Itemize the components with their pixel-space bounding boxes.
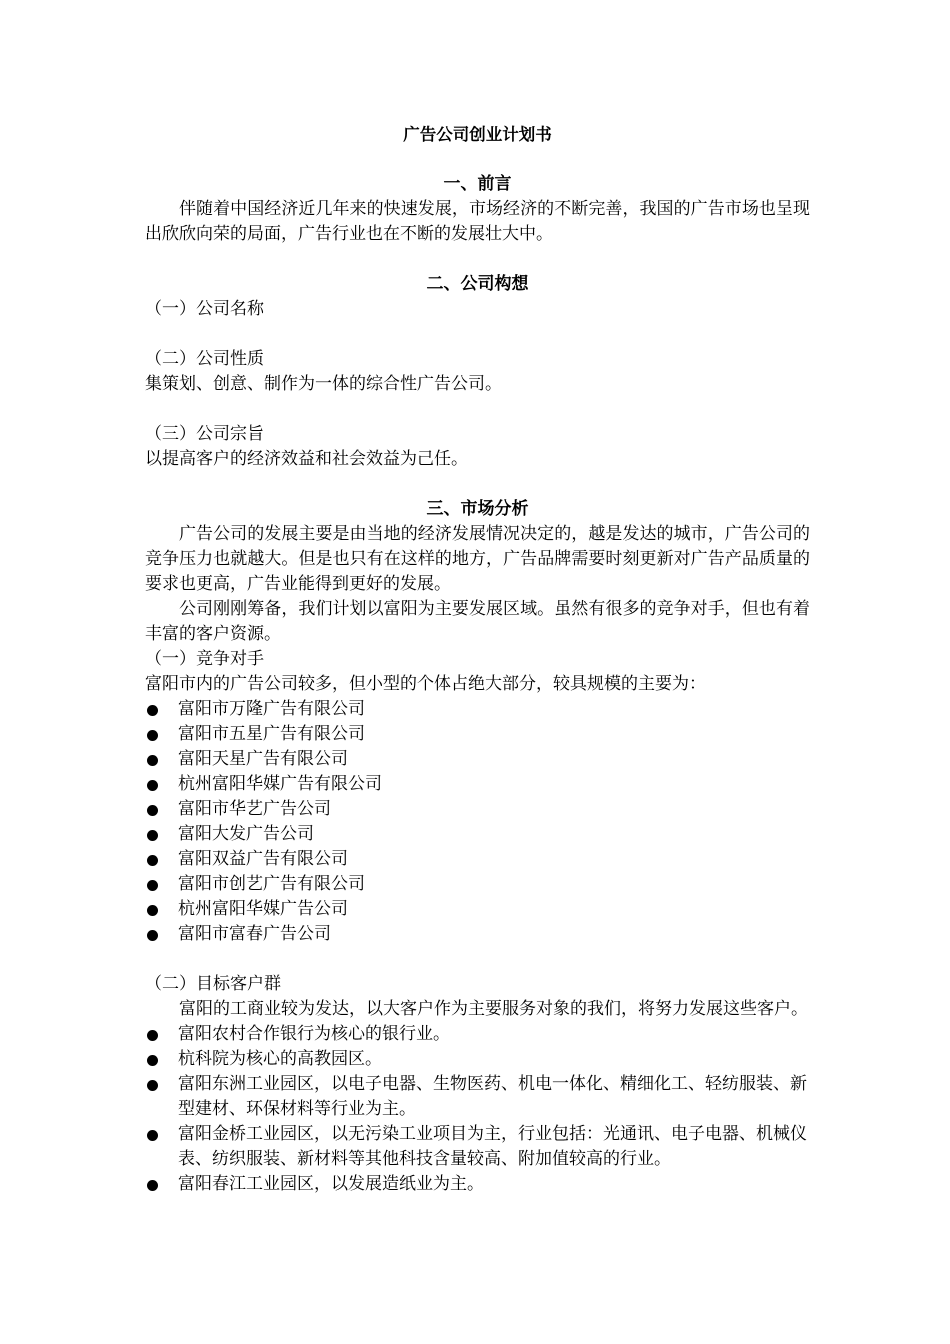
spacer <box>145 147 810 172</box>
document-title: 广告公司创业计划书 <box>403 125 552 144</box>
list-item: 富阳市万隆广告有限公司 <box>145 697 810 722</box>
list-item: 富阳双益广告有限公司 <box>145 847 810 872</box>
spacer <box>145 322 810 347</box>
bullet-icon <box>147 905 158 916</box>
spacer <box>145 947 810 972</box>
bullet-icon <box>147 930 158 941</box>
bullet-icon <box>147 705 158 716</box>
company-purpose-text: 以提高客户的经济效益和社会效益为己任。 <box>145 449 468 469</box>
subheading-company-nature: （二）公司性质 <box>145 349 264 369</box>
bullet-icon <box>147 1080 158 1091</box>
list-item: 富阳大发广告公司 <box>145 822 810 847</box>
section-heading-market-analysis: 三、市场分析 <box>426 499 529 519</box>
list-item: 富阳市创艺广告有限公司 <box>145 872 810 897</box>
bullet-icon <box>147 780 158 791</box>
list-item: 富阳金桥工业园区，以无污染工业项目为主，行业包括：光通讯、电子电器、机械仪表、纺织服装、新材料等其他科技含量较高、附加值较高的行业。 <box>145 1122 810 1172</box>
bullet-icon <box>147 1030 158 1041</box>
list-item: 富阳天星广告有限公司 <box>145 747 810 772</box>
list-item: 杭州富阳华媒广告有限公司 <box>145 772 810 797</box>
market-paragraph-2: 公司刚刚筹备，我们计划以富阳为主要发展区域。虽然有很多的竞争对手，但也有着丰富的客户资源。 <box>145 599 810 644</box>
subheading-target-customers: （二）目标客户群 <box>145 974 281 994</box>
target-customer-list <box>145 1022 810 1197</box>
bullet-icon <box>147 1130 158 1141</box>
list-item: 富阳市五星广告有限公司 <box>145 722 810 747</box>
subheading-competitors: （一）竞争对手 <box>145 649 264 669</box>
preface-paragraph: 伴随着中国经济近几年来的快速发展，市场经济的不断完善，我国的广告市场也呈现出欣欣向荣的局面，广告行业也在不断的发展壮大中。 <box>145 199 810 244</box>
bullet-icon <box>147 880 158 891</box>
spacer <box>145 472 810 497</box>
document-page <box>145 122 810 1197</box>
subheading-company-purpose: （三）公司宗旨 <box>145 424 264 444</box>
section-heading-company-concept: 二、公司构想 <box>426 274 529 294</box>
section-heading-preface: 一、前言 <box>443 174 512 194</box>
market-paragraph-1: 广告公司的发展主要是由当地的经济发展情况决定的，越是发达的城市，广告公司的竞争压力也就越大。但是也只有在这样的地方，广告品牌需要时刻更新对广告产品质量的要求也更高，广告业能得到更好的发展。 <box>145 524 810 594</box>
list-item: 富阳农村合作银行为核心的银行业。 <box>145 1022 810 1047</box>
target-customers-intro: 富阳的工商业较为发达，以大客户作为主要服务对象的我们，将努力发展这些客户。 <box>179 999 808 1019</box>
competitors-intro: 富阳市内的广告公司较多，但小型的个体占绝大部分，较具规模的主要为： <box>145 674 706 694</box>
list-item: 富阳东洲工业园区，以电子电器、生物医药、机电一体化、精细化工、轻纺服装、新型建材、环保材料等行业为主。 <box>145 1072 810 1122</box>
list-item: 杭州富阳华媒广告公司 <box>145 897 810 922</box>
bullet-icon <box>147 730 158 741</box>
list-item: 杭科院为核心的高教园区。 <box>145 1047 810 1072</box>
bullet-icon <box>147 755 158 766</box>
spacer <box>145 247 810 272</box>
list-item: 富阳市富春广告公司 <box>145 922 810 947</box>
bullet-icon <box>147 855 158 866</box>
bullet-icon <box>147 1055 158 1066</box>
company-nature-text: 集策划、创意、制作为一体的综合性广告公司。 <box>145 374 502 394</box>
subheading-company-name: （一）公司名称 <box>145 299 264 319</box>
list-item: 富阳市华艺广告公司 <box>145 797 810 822</box>
spacer <box>145 397 810 422</box>
list-item: 富阳春江工业园区，以发展造纸业为主。 <box>145 1172 810 1197</box>
bullet-icon <box>147 830 158 841</box>
bullet-icon <box>147 1180 158 1191</box>
bullet-icon <box>147 805 158 816</box>
competitor-list <box>145 697 810 947</box>
